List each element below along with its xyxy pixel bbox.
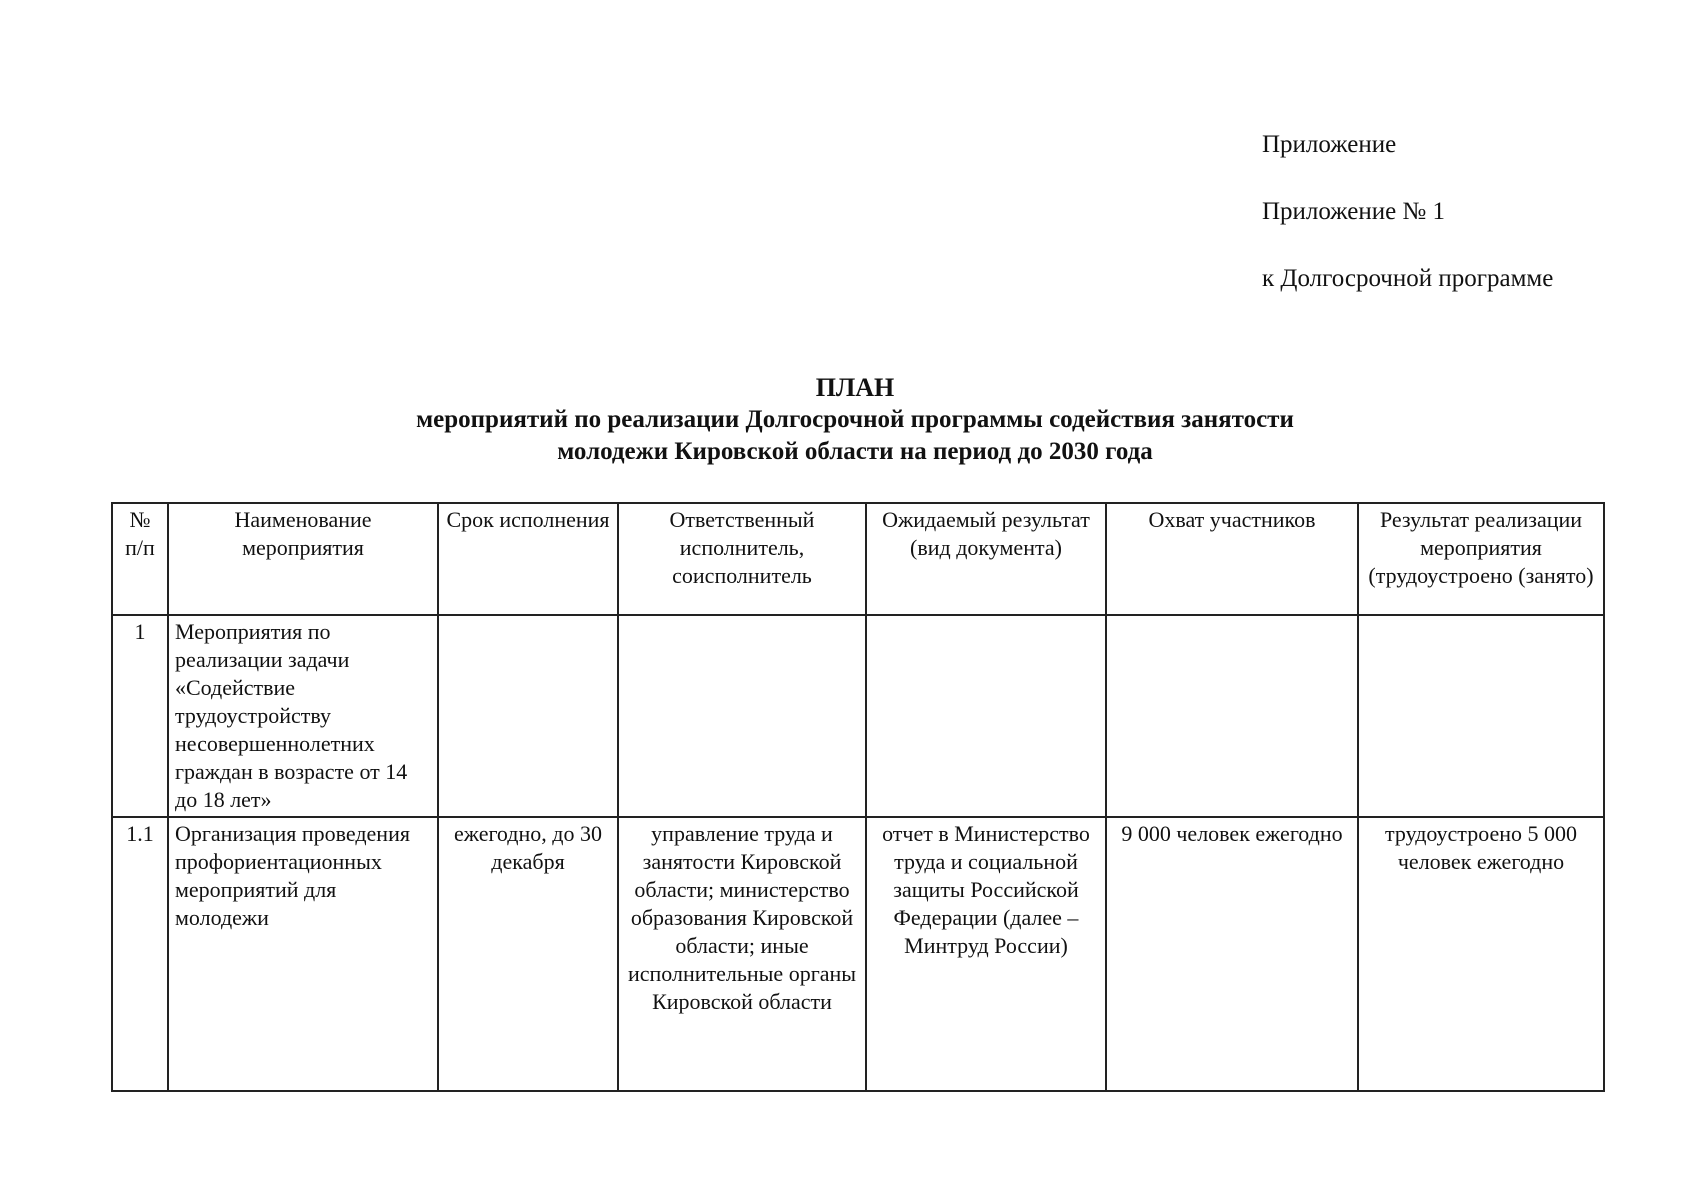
title-heading: ПЛАН <box>815 373 895 402</box>
cell-deadline <box>438 615 618 817</box>
header-responsible: Ответственный исполнитель, соисполнитель <box>618 503 866 615</box>
table-header-row <box>112 503 1604 615</box>
header-num: № п/п <box>112 503 168 615</box>
appendix-line-3: к Долгосрочной программе <box>1262 265 1554 292</box>
cell-coverage <box>1106 615 1358 817</box>
cell-responsible <box>618 615 866 817</box>
cell-expected: отчет в Министерство труда и социальной защиты Российской Федерации (далее – Минтруд России) <box>866 817 1106 1091</box>
cell-deadline: ежегодно, до 30 декабря <box>438 817 618 1091</box>
header-deadline: Срок исполнения <box>438 503 618 615</box>
title-subtitle-line-1: мероприятий по реализации Долгосрочной программы содействия занятости <box>416 406 1294 433</box>
header-result: Результат реализации мероприятия (трудоустроено (занято) <box>1358 503 1604 615</box>
cell-responsible: управление труда и занятости Кировской области; министерство образования Кировской области; иные исполнительные органы Кировской области <box>618 817 866 1091</box>
table-row <box>112 615 1604 817</box>
document-title <box>110 372 1600 468</box>
cell-num: 1.1 <box>112 817 168 1091</box>
header-coverage: Охват участников <box>1106 503 1358 615</box>
cell-result: трудоустроено 5 000 человек ежегодно <box>1358 817 1604 1091</box>
cell-result <box>1358 615 1604 817</box>
table-row <box>112 817 1604 1091</box>
appendix-line-2: Приложение № 1 <box>1262 198 1446 225</box>
cell-coverage: 9 000 человек ежегодно <box>1106 817 1358 1091</box>
header-expected: Ожидаемый результат (вид документа) <box>866 503 1106 615</box>
cell-num: 1 <box>112 615 168 817</box>
cell-name: Организация проведения профориентационных мероприятий для молодежи <box>168 817 438 1091</box>
header-name: Наименование мероприятия <box>168 503 438 615</box>
plan-table <box>111 502 1605 1092</box>
cell-name: Мероприятия по реализации задачи «Содействие трудоустройству несовершеннолетних граждан в возрасте от 14 до 18 лет» <box>168 615 438 817</box>
cell-expected <box>866 615 1106 817</box>
appendix-line-1: Приложение <box>1262 131 1397 158</box>
title-subtitle-line-2: молодежи Кировской области на период до 2030 года <box>557 438 1153 465</box>
